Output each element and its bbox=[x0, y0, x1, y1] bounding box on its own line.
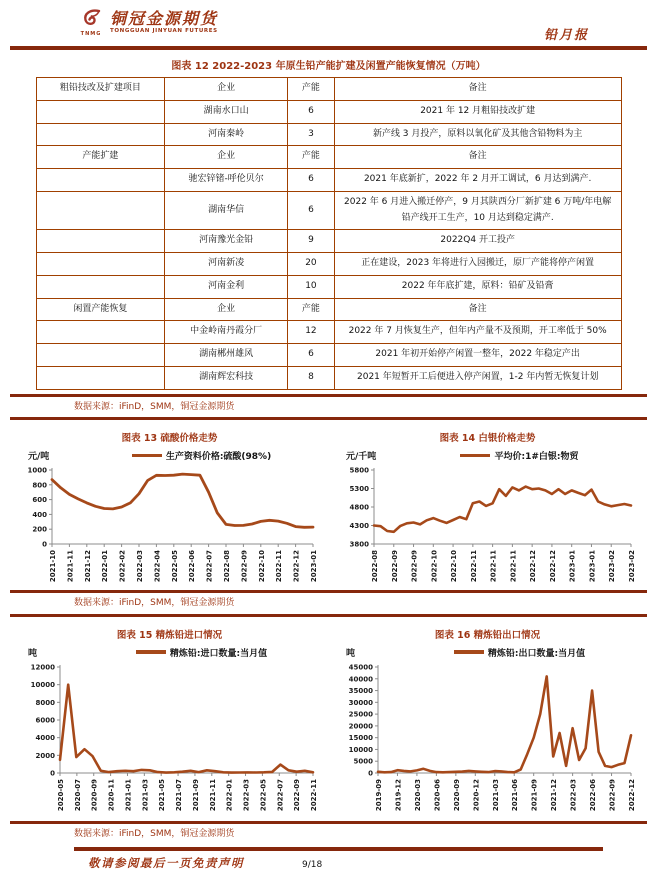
svg-text:2023-01: 2023-01 bbox=[310, 550, 318, 583]
table-cell: 湖南华信 bbox=[165, 191, 288, 230]
svg-text:2022-12: 2022-12 bbox=[529, 550, 538, 583]
svg-text:2022-12: 2022-12 bbox=[548, 550, 557, 583]
svg-text:2022-07: 2022-07 bbox=[205, 550, 214, 583]
svg-text:600: 600 bbox=[32, 496, 47, 505]
svg-text:2022-11: 2022-11 bbox=[275, 550, 284, 583]
table-cell bbox=[36, 123, 165, 146]
svg-text:5300: 5300 bbox=[349, 485, 369, 494]
table-cell: 河南新凌 bbox=[165, 253, 288, 276]
table-cell: 8 bbox=[288, 366, 335, 389]
brand-logo-icon bbox=[78, 8, 104, 32]
chart-panel-silver-price bbox=[334, 425, 641, 588]
svg-text:2020-11: 2020-11 bbox=[107, 778, 116, 811]
svg-text:2022-11: 2022-11 bbox=[509, 550, 518, 583]
svg-text:2022-01: 2022-01 bbox=[225, 778, 234, 811]
table-cell: 企业 bbox=[165, 146, 288, 169]
svg-text:5000: 5000 bbox=[353, 757, 373, 766]
legend-label: 精炼铅:进口数量:当月值 bbox=[169, 648, 268, 659]
svg-text:2021-12: 2021-12 bbox=[550, 778, 559, 811]
svg-text:2021-01: 2021-01 bbox=[124, 778, 133, 811]
table-cell: 2022 年 7 月恢复生产，但年内产量不及预期，开工率低于 50% bbox=[334, 321, 621, 344]
svg-text:2022-06: 2022-06 bbox=[188, 550, 197, 583]
svg-text:2022-09: 2022-09 bbox=[608, 778, 617, 811]
svg-text:2019-12: 2019-12 bbox=[394, 778, 403, 811]
svg-text:200: 200 bbox=[32, 525, 47, 534]
table-row bbox=[36, 275, 621, 298]
svg-text:2023-01: 2023-01 bbox=[568, 550, 577, 583]
table-cell bbox=[36, 344, 165, 367]
table-cell bbox=[36, 230, 165, 253]
svg-text:2020-07: 2020-07 bbox=[73, 778, 82, 811]
disclaimer-text: 敬请参阅最后一页免责声明 bbox=[88, 856, 244, 871]
svg-text:2022-09: 2022-09 bbox=[240, 550, 249, 583]
svg-text:45000: 45000 bbox=[348, 663, 373, 672]
svg-text:2021-06: 2021-06 bbox=[511, 778, 520, 811]
charts-row-2 bbox=[12, 617, 645, 819]
capacity-table bbox=[36, 77, 622, 390]
data-source-note: 数据来源：iFinD，SMM，铜冠金源期货 bbox=[74, 401, 235, 412]
report-title: 铅月报 bbox=[543, 28, 589, 43]
legend-label: 生产资料价格:硫酸(98%) bbox=[165, 452, 272, 463]
table-cell: 2021 年初开始停产闲置一整年，2022 年稳定产出 bbox=[334, 344, 621, 367]
svg-text:15000: 15000 bbox=[348, 733, 373, 742]
chart-panel-refined-lead-imports bbox=[16, 622, 323, 819]
svg-text:4000: 4000 bbox=[35, 733, 55, 742]
chart-silver-canvas bbox=[334, 462, 637, 588]
svg-text:2022-11: 2022-11 bbox=[310, 778, 318, 811]
table-cell: 中金岭南丹霞分厂 bbox=[165, 321, 288, 344]
svg-text:2019-09: 2019-09 bbox=[375, 778, 383, 811]
table-cell: 备注 bbox=[334, 146, 621, 169]
svg-text:25000: 25000 bbox=[348, 710, 373, 719]
chart-panel-sulfuric-acid-price bbox=[16, 425, 323, 588]
svg-text:2020-12: 2020-12 bbox=[472, 778, 481, 811]
svg-text:2020-09: 2020-09 bbox=[452, 778, 461, 811]
table-cell: 2021 年 12 月粗铅技改扩建 bbox=[334, 100, 621, 123]
table-cell: 湖南水口山 bbox=[165, 100, 288, 123]
chart-legend-row bbox=[334, 644, 641, 659]
svg-text:2022-01: 2022-01 bbox=[101, 550, 110, 583]
data-source-note: 数据来源：iFinD，SMM，铜冠金源期货 bbox=[74, 828, 235, 839]
y-axis-unit: 吨 bbox=[346, 648, 356, 659]
table-cell: 湖南郴州雄风 bbox=[165, 344, 288, 367]
table-cell: 产能 bbox=[288, 298, 335, 321]
table-cell: 2021 年底新扩，2022 年 2 月开工调试，6 月达到满产. bbox=[334, 169, 621, 192]
table-cell: 驰宏锌锗-呼伦贝尔 bbox=[165, 169, 288, 192]
svg-text:40000: 40000 bbox=[348, 674, 373, 683]
svg-text:2021-05: 2021-05 bbox=[158, 778, 167, 811]
svg-text:2022-09: 2022-09 bbox=[390, 550, 399, 583]
logo-small-text: TNMG bbox=[80, 31, 102, 37]
logo-box bbox=[78, 8, 104, 37]
svg-text:2022-10: 2022-10 bbox=[430, 550, 439, 583]
svg-text:2021-03: 2021-03 bbox=[141, 778, 150, 811]
table-cell: 新产线 3 月投产，原料以氧化矿及其他含铅物料为主 bbox=[334, 123, 621, 146]
table-cell: 企业 bbox=[165, 78, 288, 101]
svg-text:2020-05: 2020-05 bbox=[57, 778, 65, 811]
table-row bbox=[36, 230, 621, 253]
svg-text:6000: 6000 bbox=[35, 716, 55, 725]
table-cell: 20 bbox=[288, 253, 335, 276]
table-cell bbox=[36, 191, 165, 230]
table-cell: 2022Q4 开工投产 bbox=[334, 230, 621, 253]
svg-text:2020-06: 2020-06 bbox=[433, 778, 442, 811]
svg-text:2022-05: 2022-05 bbox=[259, 778, 268, 811]
table-cell: 企业 bbox=[165, 298, 288, 321]
table-cell bbox=[36, 100, 165, 123]
svg-text:2021-07: 2021-07 bbox=[175, 778, 184, 811]
table-cell: 正在建设，2023 年将进行入园搬迁，原厂产能将停产闲置 bbox=[334, 253, 621, 276]
table-row bbox=[36, 169, 621, 192]
table-row bbox=[36, 123, 621, 146]
chart-legend bbox=[80, 646, 323, 659]
table-cell: 3 bbox=[288, 123, 335, 146]
svg-text:2021-12: 2021-12 bbox=[83, 550, 92, 583]
table-cell: 2022 年 6 月进入搬迁停产，9 月其陕西分厂新扩建 6 万吨/年电解铅产线开工生产，10 月达到稳定满产. bbox=[334, 191, 621, 230]
page-footer bbox=[12, 851, 645, 871]
table-cell: 6 bbox=[288, 169, 335, 192]
data-source-note: 数据来源：iFinD，SMM，铜冠金源期货 bbox=[74, 598, 235, 609]
chart-legend bbox=[398, 646, 641, 659]
chart-legend bbox=[398, 449, 641, 462]
chart-title: 图表 13 硫酸价格走势 bbox=[121, 433, 218, 445]
brand-name-en: TONGGUAN JINYUAN FUTURES bbox=[110, 27, 218, 34]
svg-text:800: 800 bbox=[32, 481, 47, 490]
svg-text:2022-08: 2022-08 bbox=[223, 550, 231, 583]
page-header bbox=[12, 6, 645, 46]
svg-text:2000: 2000 bbox=[35, 751, 55, 760]
chart-legend-row bbox=[334, 447, 641, 462]
table-row bbox=[36, 321, 621, 344]
table-cell: 河南金利 bbox=[165, 275, 288, 298]
svg-text:35000: 35000 bbox=[348, 686, 373, 695]
table-row bbox=[36, 191, 621, 230]
table-cell: 湖南辉宏科技 bbox=[165, 366, 288, 389]
table-cell bbox=[36, 275, 165, 298]
svg-text:2021-03: 2021-03 bbox=[491, 778, 500, 811]
svg-text:2021-10: 2021-10 bbox=[49, 550, 57, 583]
svg-text:400: 400 bbox=[32, 510, 47, 519]
brand-block bbox=[78, 8, 218, 37]
y-axis-unit: 吨 bbox=[28, 648, 38, 659]
svg-text:2022-10: 2022-10 bbox=[257, 550, 266, 583]
svg-text:4800: 4800 bbox=[349, 503, 369, 512]
legend-label: 精炼铅:出口数量:当月值 bbox=[487, 648, 586, 659]
svg-text:2023-02: 2023-02 bbox=[608, 550, 617, 583]
svg-text:10000: 10000 bbox=[30, 680, 55, 689]
table-cell: 粗铅技改及扩建项目 bbox=[36, 78, 165, 101]
svg-text:2020-09: 2020-09 bbox=[90, 778, 99, 811]
table-section-header-row bbox=[36, 146, 621, 169]
svg-text:2021-11: 2021-11 bbox=[208, 778, 217, 811]
chart-sulfuric-acid-canvas bbox=[16, 462, 319, 588]
table-cell: 河南豫光金铅 bbox=[165, 230, 288, 253]
table-cell: 产能 bbox=[288, 146, 335, 169]
table-cell: 产能 bbox=[288, 78, 335, 101]
table-section-header-row bbox=[36, 78, 621, 101]
svg-text:5800: 5800 bbox=[349, 466, 369, 475]
chart-legend-row bbox=[16, 447, 323, 462]
table-title: 图表 12 2022-2023 年原生铅产能扩建及闲置产能恢复情况（万吨） bbox=[171, 61, 486, 72]
brand-text bbox=[110, 11, 218, 34]
svg-text:4300: 4300 bbox=[349, 522, 369, 531]
page-number: 9/18 bbox=[302, 860, 323, 871]
legend-line-marker bbox=[454, 650, 484, 654]
svg-text:0: 0 bbox=[368, 769, 373, 778]
svg-text:2022-03: 2022-03 bbox=[136, 550, 144, 583]
y-axis-unit: 元/千吨 bbox=[346, 452, 377, 463]
table-cell: 产能扩建 bbox=[36, 146, 165, 169]
table-cell bbox=[36, 169, 165, 192]
svg-text:2022-09: 2022-09 bbox=[410, 550, 419, 583]
svg-text:10000: 10000 bbox=[348, 745, 373, 754]
svg-text:2022-08: 2022-08 bbox=[371, 550, 379, 583]
table-cell: 备注 bbox=[334, 298, 621, 321]
table-cell bbox=[36, 253, 165, 276]
chart-legend bbox=[80, 449, 323, 462]
svg-text:0: 0 bbox=[50, 769, 55, 778]
svg-text:2022-07: 2022-07 bbox=[276, 778, 285, 811]
chart-title: 图表 16 精炼铅出口情况 bbox=[434, 629, 541, 641]
chart-title: 图表 15 精炼铅进口情况 bbox=[116, 629, 223, 641]
table-cell: 备注 bbox=[334, 78, 621, 101]
svg-text:2021-09: 2021-09 bbox=[530, 778, 539, 811]
svg-text:2022-11: 2022-11 bbox=[469, 550, 478, 583]
svg-text:2022-12: 2022-12 bbox=[292, 550, 301, 583]
svg-text:2022-03: 2022-03 bbox=[242, 778, 251, 811]
svg-text:2022-09: 2022-09 bbox=[293, 778, 302, 811]
svg-text:2022-05: 2022-05 bbox=[170, 550, 179, 583]
svg-text:2022-10: 2022-10 bbox=[450, 550, 459, 583]
svg-text:20000: 20000 bbox=[348, 722, 373, 731]
svg-text:2020-03: 2020-03 bbox=[413, 778, 422, 811]
svg-text:2021-11: 2021-11 bbox=[66, 550, 75, 583]
table-cell: 6 bbox=[288, 191, 335, 230]
y-axis-unit: 元/吨 bbox=[28, 452, 50, 463]
table-cell bbox=[36, 321, 165, 344]
svg-text:2022-04: 2022-04 bbox=[153, 550, 162, 583]
svg-text:2023-02: 2023-02 bbox=[628, 550, 636, 583]
table-row bbox=[36, 344, 621, 367]
table-row bbox=[36, 366, 621, 389]
svg-text:2023-01: 2023-01 bbox=[588, 550, 597, 583]
table-cell: 2021 年短暂开工后便进入停产闲置，1-2 年内暂无恢复计划 bbox=[334, 366, 621, 389]
table-cell bbox=[36, 366, 165, 389]
table-cell: 河南秦岭 bbox=[165, 123, 288, 146]
legend-line-marker bbox=[136, 650, 166, 654]
table-section-header-row bbox=[36, 298, 621, 321]
chart-title: 图表 14 白银价格走势 bbox=[439, 433, 536, 445]
table-cell: 10 bbox=[288, 275, 335, 298]
svg-text:2022-03: 2022-03 bbox=[569, 778, 578, 811]
table-cell: 9 bbox=[288, 230, 335, 253]
svg-text:2022-12: 2022-12 bbox=[628, 778, 636, 811]
svg-text:3800: 3800 bbox=[349, 540, 369, 549]
legend-label: 平均价:1#白银:物贸 bbox=[494, 452, 579, 463]
legend-line-marker bbox=[132, 454, 162, 458]
svg-text:0: 0 bbox=[42, 540, 47, 549]
svg-text:1000: 1000 bbox=[27, 466, 47, 475]
table-row bbox=[36, 253, 621, 276]
chart-lead-imports-canvas bbox=[16, 659, 319, 819]
svg-text:2021-09: 2021-09 bbox=[191, 778, 200, 811]
brand-name-cn: 铜冠金源期货 bbox=[110, 9, 219, 29]
svg-text:30000: 30000 bbox=[348, 698, 373, 707]
table-cell: 2022 年年底扩建，原料：铅矿及铅膏 bbox=[334, 275, 621, 298]
table-row bbox=[36, 100, 621, 123]
chart-legend-row bbox=[16, 644, 323, 659]
table-cell: 6 bbox=[288, 344, 335, 367]
svg-text:2022-06: 2022-06 bbox=[589, 778, 598, 811]
chart-lead-exports-canvas bbox=[334, 659, 637, 819]
svg-text:12000: 12000 bbox=[30, 663, 55, 672]
table-cell: 闲置产能恢复 bbox=[36, 298, 165, 321]
capacity-table-body bbox=[36, 78, 621, 390]
header-rule bbox=[10, 46, 647, 50]
charts-row-1 bbox=[12, 420, 645, 588]
svg-text:2022-11: 2022-11 bbox=[489, 550, 498, 583]
table-cell: 12 bbox=[288, 321, 335, 344]
table-cell: 6 bbox=[288, 100, 335, 123]
svg-text:2022-02: 2022-02 bbox=[118, 550, 127, 583]
legend-line-marker bbox=[460, 454, 490, 458]
svg-text:8000: 8000 bbox=[35, 698, 55, 707]
chart-panel-refined-lead-exports bbox=[334, 622, 641, 819]
